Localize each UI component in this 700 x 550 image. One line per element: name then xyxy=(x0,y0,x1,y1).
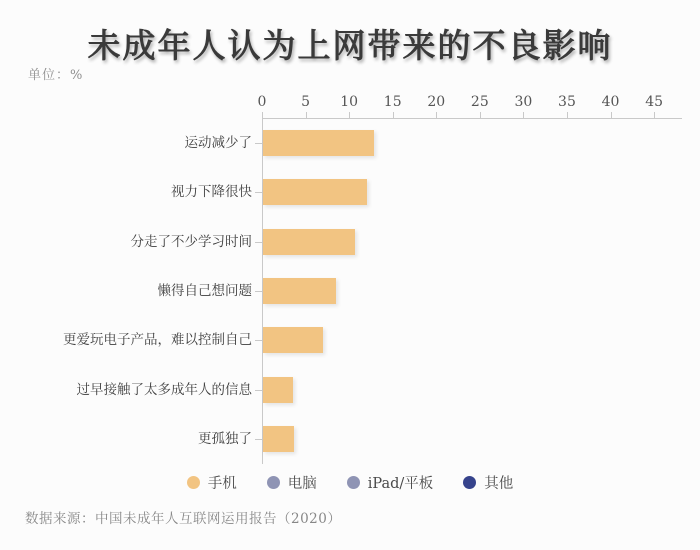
x-axis-tick-label: 35 xyxy=(558,94,576,110)
category-label: 更爱玩电子产品，难以控制自己 xyxy=(63,332,252,349)
legend-dot-icon xyxy=(267,476,280,489)
category-label: 视力下降很快 xyxy=(171,184,252,201)
category-label: 分走了不少学习时间 xyxy=(130,233,252,250)
legend-item-label: iPad/平板 xyxy=(367,476,434,492)
x-axis-tick-label: 20 xyxy=(427,94,446,110)
bar xyxy=(263,278,336,304)
bar xyxy=(263,229,355,255)
bar xyxy=(263,327,323,353)
bar xyxy=(263,179,367,205)
category-label: 过早接触了太多成年人的信息 xyxy=(76,381,252,398)
legend-item-其他[interactable] xyxy=(463,472,513,493)
category-tick-mark xyxy=(255,439,262,440)
category-label: 懒得自己想问题 xyxy=(157,283,252,299)
bar xyxy=(263,130,374,156)
category-label: 运动减少了 xyxy=(184,134,252,151)
x-axis-tick-label: 0 xyxy=(257,94,267,110)
bar xyxy=(263,426,294,452)
legend-item-手机[interactable] xyxy=(187,472,237,493)
legend-dot-icon xyxy=(187,476,200,489)
category-tick-mark xyxy=(255,340,262,341)
category-label: 更孤独了 xyxy=(198,431,252,448)
x-axis-line xyxy=(262,118,682,119)
x-axis-tick-label: 45 xyxy=(645,94,664,110)
x-axis-tick-label: 10 xyxy=(340,94,359,110)
x-axis-tick-label: 40 xyxy=(601,94,620,110)
unit-label: 单位：% xyxy=(28,68,84,83)
x-axis-tick-label: 5 xyxy=(301,94,311,110)
chart-title: 未成年人认为上网带来的不良影响 xyxy=(87,26,613,65)
category-tick-mark xyxy=(255,143,262,144)
source-note: 数据来源：中国未成年人互联网运用报告（2020） xyxy=(25,511,342,527)
legend-dot-icon xyxy=(463,476,476,489)
bar xyxy=(263,377,293,403)
legend-item-iPad/平板[interactable] xyxy=(347,472,434,493)
legend-item-label: 手机 xyxy=(207,476,237,492)
category-tick-mark xyxy=(255,390,262,391)
x-axis-tick-label: 25 xyxy=(470,94,489,110)
legend-item-label: 其他 xyxy=(484,476,514,492)
x-axis-tick-label: 30 xyxy=(514,94,533,110)
category-tick-mark xyxy=(255,291,262,292)
legend-dot-icon xyxy=(347,476,360,489)
legend-item-电脑[interactable] xyxy=(267,472,317,493)
legend-item-label: 电脑 xyxy=(287,476,317,492)
x-axis-tick-label: 15 xyxy=(383,94,402,110)
category-tick-mark xyxy=(255,242,262,243)
category-tick-mark xyxy=(255,192,262,193)
legend xyxy=(0,472,700,493)
